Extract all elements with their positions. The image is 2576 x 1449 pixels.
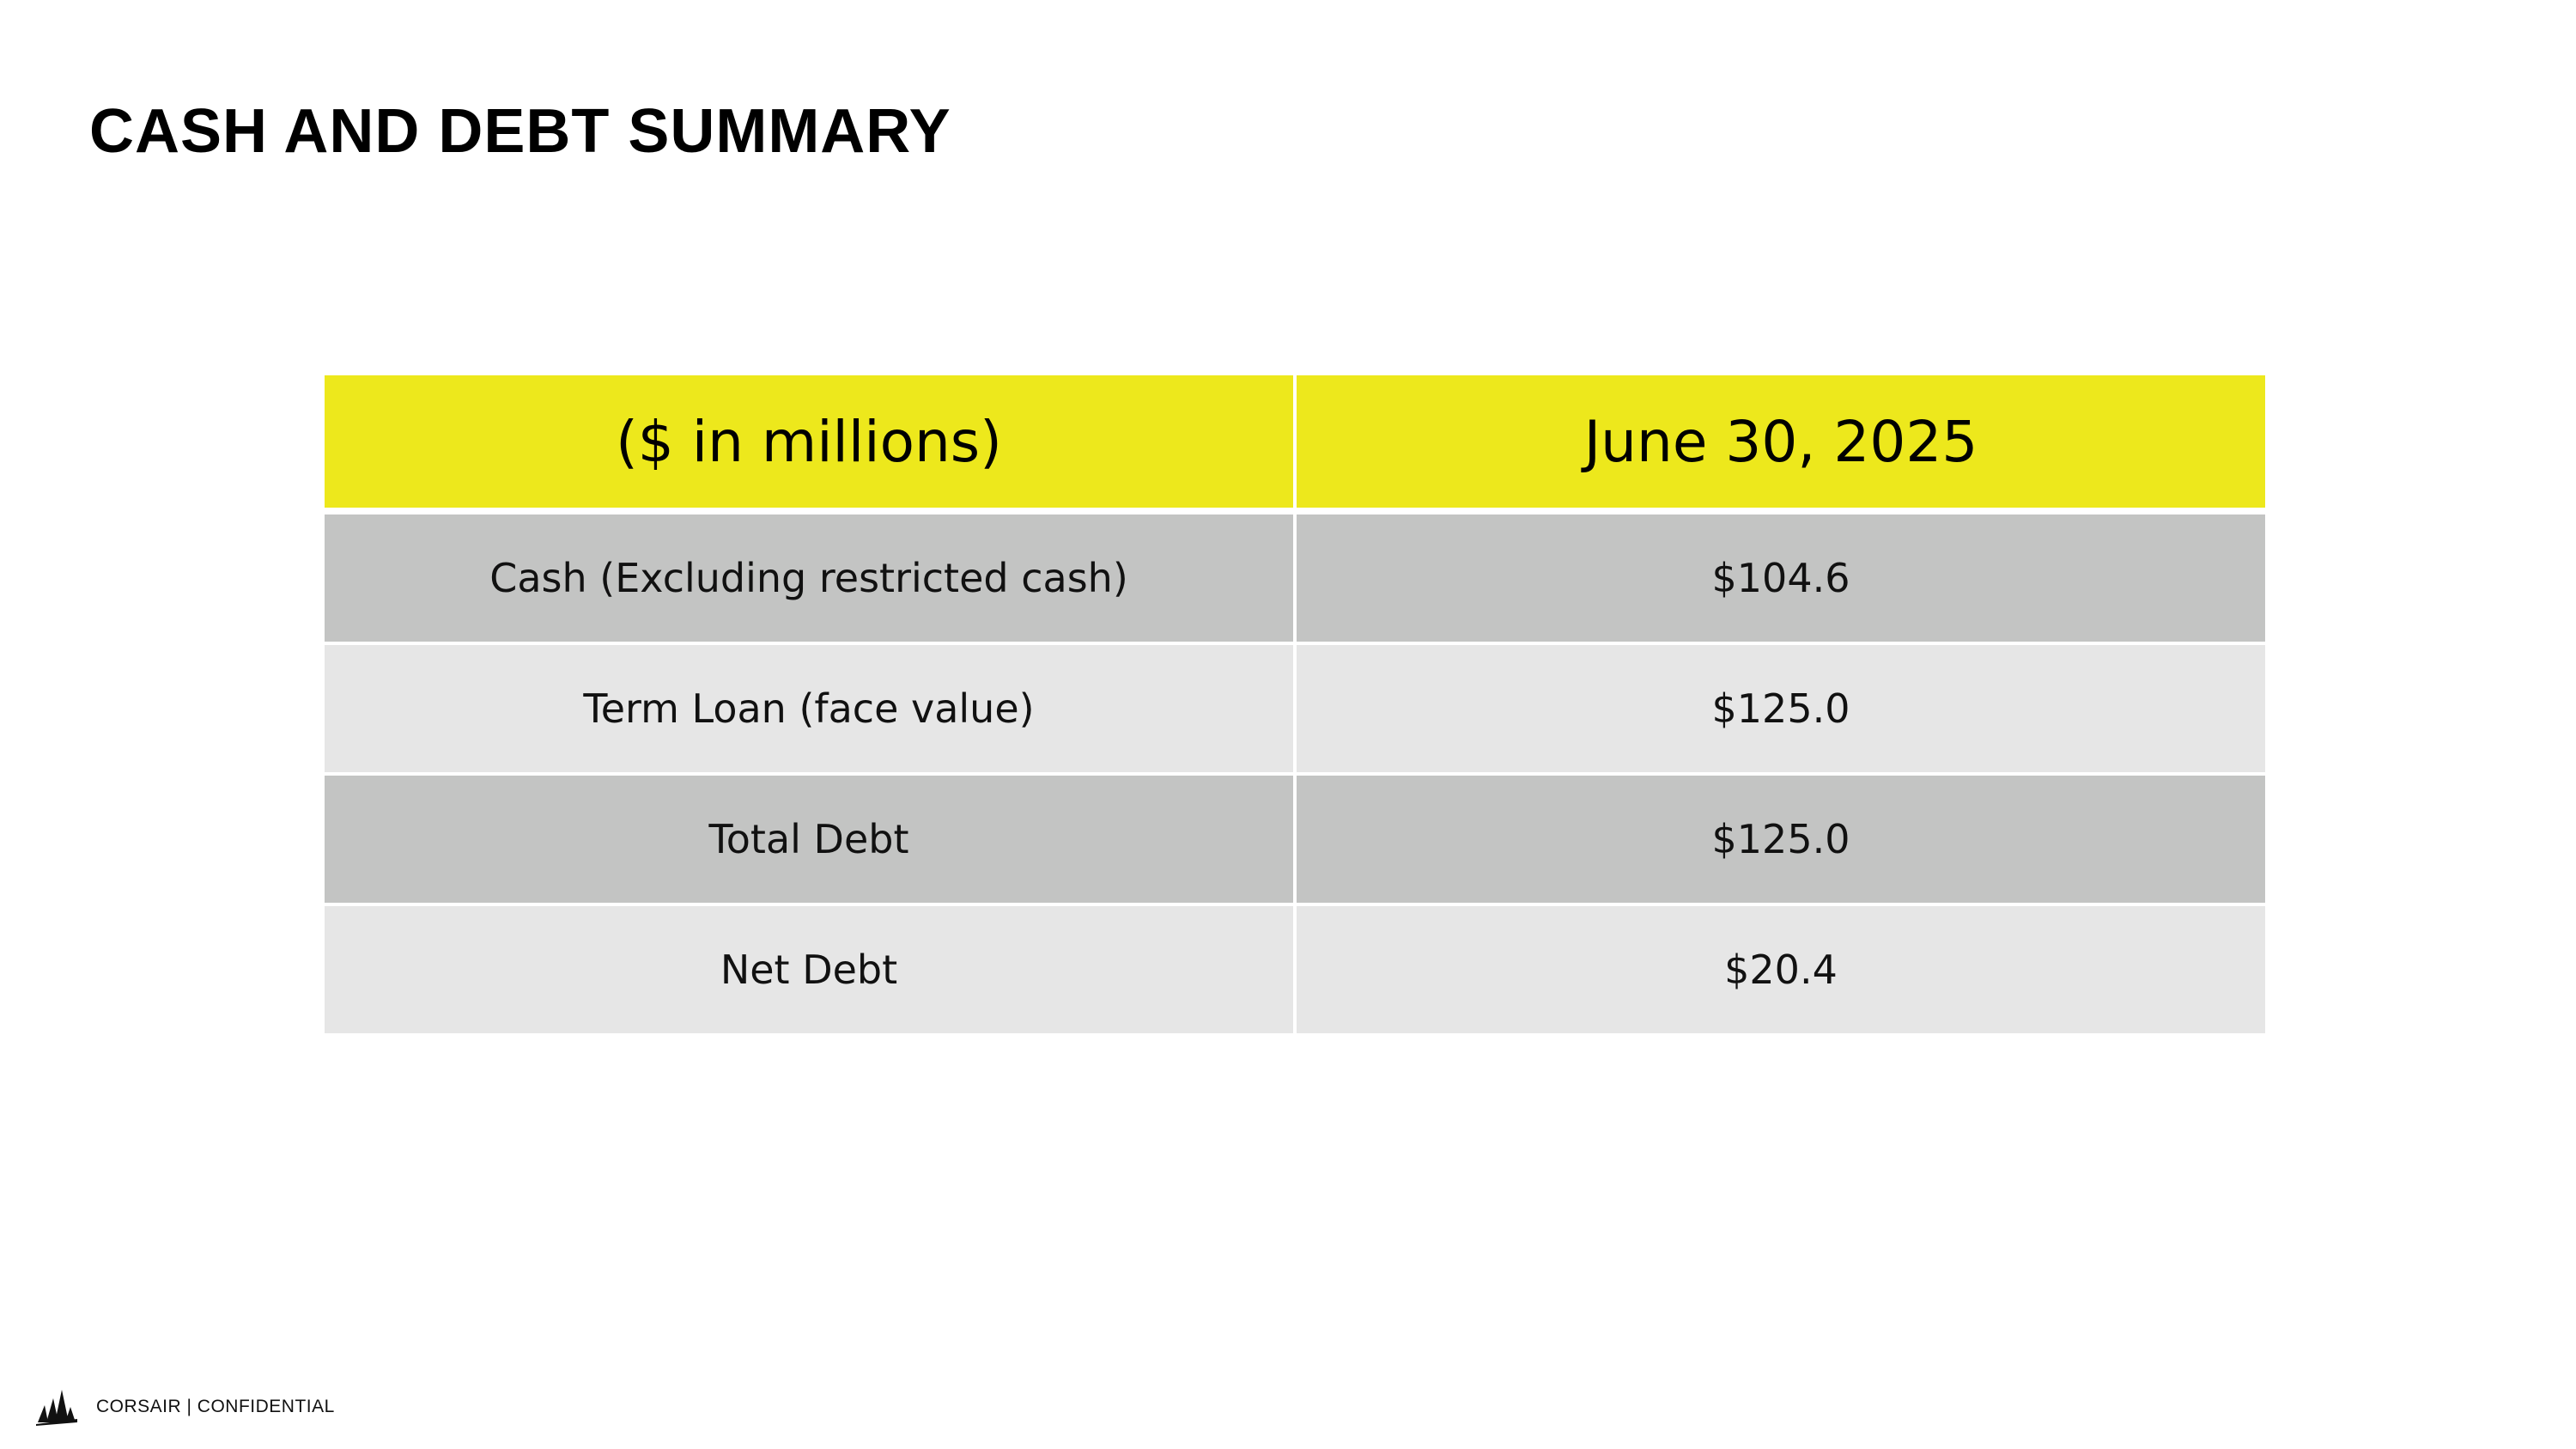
cash-debt-table: [325, 375, 2265, 1037]
row-value: $125.0: [1295, 643, 2265, 774]
page-title: CASH AND DEBT SUMMARY: [89, 97, 951, 166]
table-row-cash: [325, 511, 2265, 643]
row-label: Net Debt: [325, 904, 1295, 1035]
units-header: ($ in millions): [325, 375, 1295, 511]
row-label: Term Loan (face value): [325, 643, 1295, 774]
table-row-term-loan: [325, 643, 2265, 774]
row-label: Total Debt: [325, 774, 1295, 904]
row-value: $20.4: [1295, 904, 2265, 1035]
corsair-sails-icon: [36, 1388, 77, 1426]
table-row-total-debt: [325, 774, 2265, 904]
row-value: $125.0: [1295, 774, 2265, 904]
table-row-net-debt: [325, 904, 2265, 1035]
row-label: Cash (Excluding restricted cash): [325, 511, 1295, 643]
period-header: June 30, 2025: [1295, 375, 2265, 511]
footer: [36, 1385, 335, 1429]
row-value: $104.6: [1295, 511, 2265, 643]
table-header-row: [325, 375, 2265, 511]
footer-text: CORSAIR | CONFIDENTIAL: [96, 1397, 335, 1416]
